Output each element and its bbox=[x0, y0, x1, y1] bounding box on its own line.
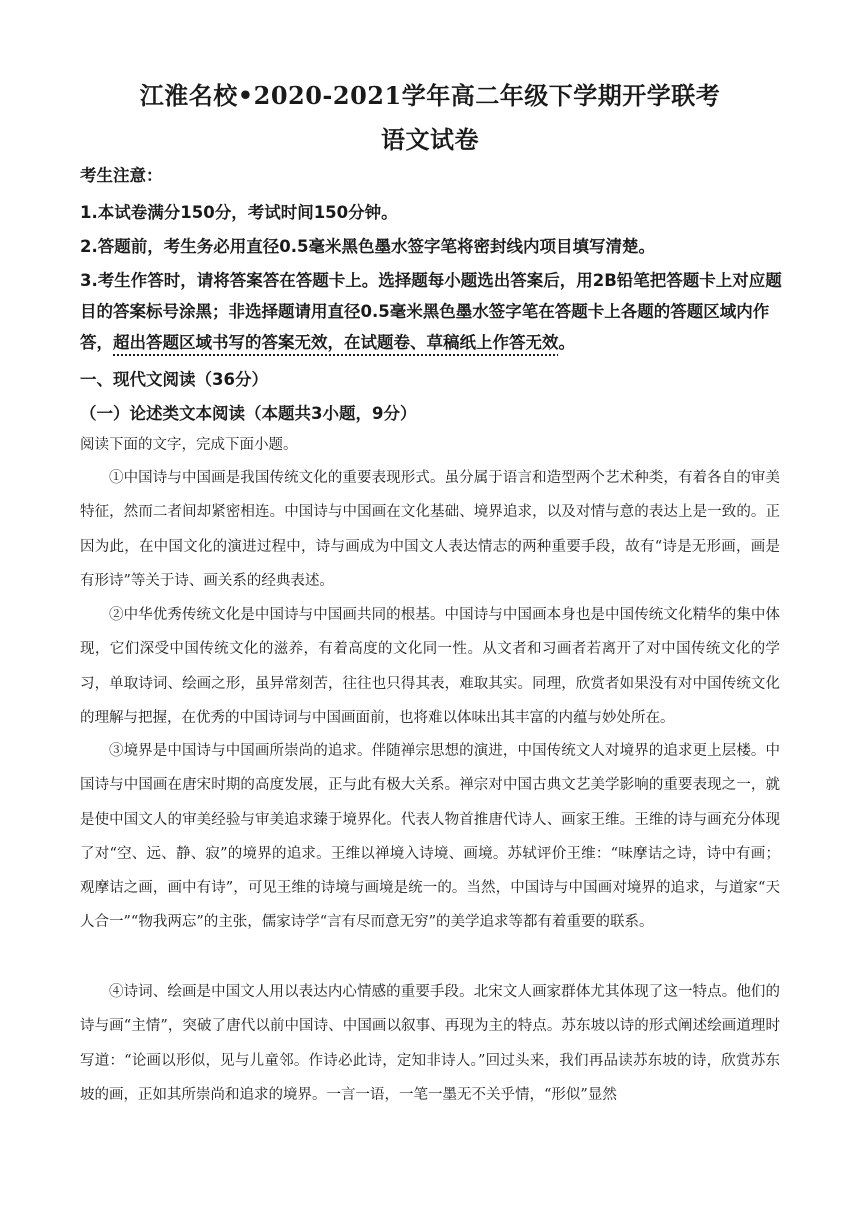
passage-paragraph-4: ④诗词、绘画是中国文人用以表达内心情感的重要手段。北宋文人画家群体尤其体现了这一特点。他们的诗与画“主情”，突破了唐代以前中国诗、中国画以叙事、再现为主的特点。苏东坡以诗的形式阐述绘画道理时写道：“论画以形似，见与儿童邻。作诗必此诗，定知非诗人。”回过头来，我们再品读苏东坡的诗，欣赏苏东坡的画，正如其所崇尚和追求的境界。一言一语，一笔一墨无不关乎情，“形似”显然 bbox=[80, 984, 780, 1103]
notice-item-3-end: 。 bbox=[558, 333, 575, 352]
passage-paragraph-2: ②中华优秀传统文化是中国诗与中国画共同的根基。中国诗与中国画本身也是中国传统文化精华的集中体现，它们深受中国传统文化的滋养，有着高度的文化同一性。从文者和习画者若离开了对中国传统文化的学习，单取诗词、绘画之形，虽异常刻苦，往往也只得其表，难取其实。同理，欣赏者如果没有对中国传统文化的理解与把握，在优秀的中国诗词与中国画面前，也将难以体味出其丰富的内蕴与妙处所在。 bbox=[80, 607, 780, 726]
section-heading: 一、现代文阅读（36分） bbox=[80, 370, 268, 389]
passage-paragraph-1: ①中国诗与中国画是我国传统文化的重要表现形式。虽分属于语言和造型两个艺术种类，有着各自的审美特征，然而二者间却紧密相连。中国诗与中国画在文化基础、境界追求，以及对情与意的表达上是一致的。正因为此，在中国文化的演进过程中，诗与画成为中国文人表达情志的两种重要手段，故有“诗是无形画，画是有形诗”等关于诗、画关系的经典表述。 bbox=[80, 470, 780, 589]
exam-subtitle: 语文试卷 bbox=[381, 125, 479, 154]
notice-item-3 bbox=[80, 265, 785, 358]
passage-paragraph-3: ③境界是中国诗与中国画所崇尚的追求。伴随禅宗思想的演进，中国传统文人对境界的追求更上层楼。中国诗与中国画在唐宋时期的高度发展，正与此有极大关系。禅宗对中国古典文艺美学影响的重要表现之一，就是使中国文人的审美经验与审美追求臻于境界化。代表人物首推唐代诗人、画家王维。王维的诗与画充分体现了对“空、远、静、寂”的境界的追求。王维以禅境入诗境、画境。苏轼评价王维：“味摩诘之诗，诗中有画；观摩诘之画，画中有诗”，可见王维的诗境与画境是统一的。当然，中国诗与中国画对境界的追求，与道家“天人合一”“物我两忘”的主张，儒家诗学“言有尽而意无穷”的美学追求等都有着重要的联系。 bbox=[80, 743, 780, 931]
notice-item-3-text: 3.考生作答时，请将答案答在答题卡上。选择题每小题选出答案后，用2B铅笔把答题卡上对应题目的答案标号涂黑；非选择题请用直径0.5毫米黑色墨水签字笔在答题卡上各题的答题区域内作答， bbox=[80, 271, 782, 352]
notice-heading: 考生注意： bbox=[80, 166, 163, 185]
subsection-heading: （一）论述类文本阅读（本题共3小题，9分） bbox=[80, 404, 417, 423]
notice-item-1: 1.本试卷满分150分，考试时间150分钟。 bbox=[80, 203, 398, 222]
notice-item-3-emphasis: 超出答题区域书写的答案无效，在试题卷、草稿纸上作答无效 bbox=[113, 333, 559, 352]
notice-item-2: 2.答题前，考生务必用直径0.5毫米黑色墨水签字笔将密封线内项目填写清楚。 bbox=[80, 237, 655, 256]
exam-title: 江淮名校•2020-2021学年高二年级下学期开学联考 bbox=[139, 81, 721, 110]
reading-instruction: 阅读下面的文字，完成下面小题。 bbox=[80, 437, 298, 453]
